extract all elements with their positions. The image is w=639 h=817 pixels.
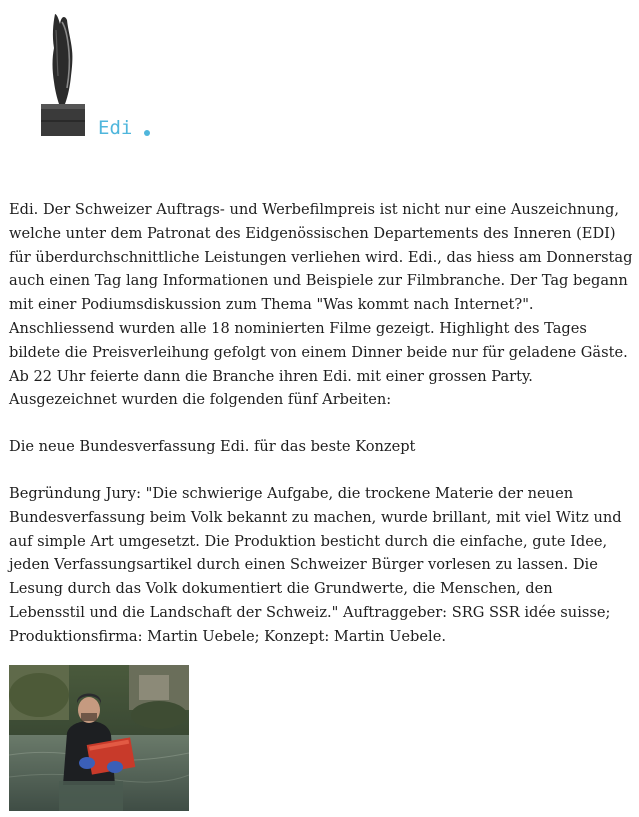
logo-wordmark: Edi bbox=[98, 117, 133, 139]
film-still-photo bbox=[9, 665, 189, 811]
award-statuette-icon bbox=[34, 10, 104, 140]
edi-logo bbox=[34, 10, 164, 140]
diver-reading-photo bbox=[9, 665, 189, 811]
jury-paragraph: Begründung Jury: "Die schwierige Aufgabe, die trockene Materie der neuen Bundesverfassung beim Volk bekannt zu machen, wurde brillant, mit viel Witz und auf simple Art umgesetzt. Die Produktion besticht durch die einfache, gute Idee, jeden Verfassungsartikel durch einen Schweizer Bürger vorlesen zu lassen. Die Lesung durch das Volk dokumentiert die Grundwerte, die Menschen, den Lebensstil und die Landschaft der Schweiz." Auftraggeber: SRG SSR idée suisse; Produktionsfirma: Martin Uebele; Konzept: Martin Uebele. bbox=[9, 484, 622, 645]
logo-dot bbox=[144, 130, 150, 136]
article-body bbox=[9, 198, 633, 672]
award-heading: Die neue Bundesverfassung Edi. für das beste Konzept bbox=[9, 438, 416, 456]
intro-paragraph: Edi. Der Schweizer Auftrags- und Werbefilmpreis ist nicht nur eine Auszeichnung, welche unter dem Patronat des Eidgenössischen Departements des Inneren (EDI) für überdurchschnittliche Leistungen verliehen wird. Edi., das hiess am Donnerstag auch einen Tag lang Informationen und Beispiele zur Filmbranche. Der Tag begann mit einer Podiumsdiskussion zum Thema "Was kommt nach Internet?". Anschliessend wurden alle 18 nominierten Filme gezeigt. Highlight des Tages bildete die Preisverleihung gefolgt von einem Dinner beide nur für geladene Gäste. Ab 22 Uhr feierte dann die Branche ihren Edi. mit einer grossen Party. Ausgezeichnet wurden die folgenden fünf Arbeiten: bbox=[9, 201, 633, 409]
